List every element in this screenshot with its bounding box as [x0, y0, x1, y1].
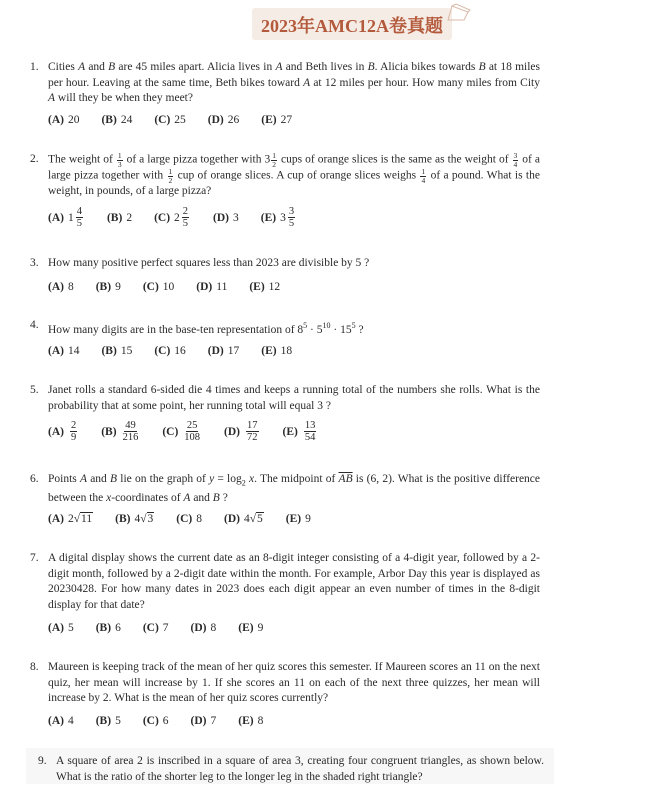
answer-choices	[48, 715, 285, 727]
choice-d: (D) 8	[190, 622, 217, 634]
choice-d: (D) 7	[190, 715, 217, 727]
choice-d: (D) 26	[207, 114, 240, 126]
choice-c: (C) 10	[142, 281, 175, 293]
choice-d: (D) 11	[196, 281, 228, 293]
question-2	[30, 152, 540, 200]
choice-b: (B) 2	[106, 211, 133, 224]
choice-a: (A) 2 √ 11	[48, 512, 93, 525]
answer-choices	[48, 114, 314, 126]
choice-e: (E) $\frac{13}{54}$	[282, 420, 316, 443]
question-text: A square of area 2 is inscribed in a square of area 3, creating four congruent triangles, as shown below. What is the ratio of the shorter leg to the longer leg in the shaded right triangle?	[56, 755, 544, 783]
choice-c: (C) $\frac{25}{108}$	[162, 420, 201, 443]
choice-a: (A) 1 $\frac{4}{5}$	[48, 206, 82, 229]
choice-e: (E) 8	[238, 715, 264, 727]
pencil-decoration-icon	[446, 2, 472, 22]
choice-b: (B) 6	[95, 622, 121, 634]
choice-a: (A) 20	[48, 114, 80, 126]
question-7	[30, 551, 540, 613]
answer-choices	[48, 420, 340, 443]
question-number: 2.	[30, 153, 39, 165]
choice-a: (A) 14	[48, 345, 80, 357]
answer-choices	[48, 345, 314, 357]
choice-d: (D) 17	[207, 345, 240, 357]
question-text: The weight of $\frac{1}{3}$ of a large pizza together with 3 $\frac{1}{2}$ cups of orange slices is the same as the weight of $\frac{3}{4}$ of a large pizza together with $\frac{1}{2}$ cup of orange slices. A cup of orange slices weighs $\frac{1}{4}$ of a pound. What is the weight, in pounds, of a large pizza?	[48, 151, 541, 198]
question-number: 3.	[30, 257, 39, 269]
choice-c: (C) 16	[154, 345, 186, 357]
question-text: How many positive perfect squares less than 2023 are divisible by 5 ?	[48, 257, 370, 269]
answer-choices	[48, 281, 302, 293]
sqrt-symbol: √	[249, 512, 257, 525]
question-number: 1.	[30, 61, 39, 73]
choice-e: (E) 3 $\frac{3}{5}$	[260, 206, 295, 229]
choice-e: (E) 12	[249, 281, 281, 293]
question-4	[30, 318, 540, 338]
answer-choices	[48, 622, 285, 634]
choice-c: (C) 7	[142, 622, 169, 634]
choice-c: (C) 6	[142, 715, 169, 727]
choice-d: (D) $\frac{17}{72}$	[224, 420, 258, 443]
sqrt-symbol: √	[140, 512, 147, 525]
choice-a: (A) 8	[48, 281, 74, 293]
question-5	[30, 383, 540, 414]
question-6	[30, 472, 540, 506]
question-number: 6.	[30, 473, 39, 485]
choice-e: (E) 27	[261, 114, 293, 126]
page-header	[252, 2, 468, 42]
answer-choices	[48, 206, 319, 229]
choice-e: (E) 18	[261, 345, 293, 357]
question-number: 4.	[30, 319, 39, 331]
choice-b: (B) 4 √ 3	[115, 512, 154, 525]
question-9	[38, 754, 544, 785]
answer-choices	[48, 512, 333, 525]
choice-a: (A) 4	[48, 715, 74, 727]
choice-c: (C) 25	[154, 114, 186, 126]
choice-b: (B) $\frac{49}{216}$	[101, 420, 139, 443]
choice-b: (B) 24	[101, 114, 133, 126]
choice-a: (A) 5	[48, 622, 74, 634]
choice-c: (C) 8	[176, 512, 202, 525]
question-1	[30, 60, 540, 107]
choice-b: (B) 9	[95, 281, 121, 293]
question-8	[30, 660, 540, 707]
question-number: 7.	[30, 552, 39, 564]
question-3	[30, 256, 540, 272]
question-text: Maureen is keeping track of the mean of her quiz scores this semester. If Maureen scores an 11 on the next quiz, her mean will increase by 1. If she scores an 11 on each of the next three quizzes, her mean will increase by 2. What is the mean of her quiz scores currently?	[48, 661, 540, 705]
choice-e: (E) 9	[238, 622, 264, 634]
choice-a: (A) $\frac{2}{9}$	[48, 420, 77, 443]
question-number: 5.	[30, 384, 39, 396]
choice-b: (B) 5	[95, 715, 121, 727]
question-text: Janet rolls a standard 6-sided die 4 times and keeps a running total of the numbers she rolls. What is the probability that at some point, her running total will equal 3 ?	[48, 384, 540, 412]
choice-e: (E) 9	[285, 512, 311, 525]
choice-d: (D) 3	[213, 211, 239, 224]
question-number: 9.	[38, 755, 47, 767]
choice-c: (C) 2 $\frac{2}{5}$	[154, 206, 189, 229]
page-title: 2023年AMC12A卷真题	[261, 16, 443, 36]
question-number: 8.	[30, 661, 39, 673]
choice-b: (B) 15	[101, 345, 133, 357]
question-text: A digital display shows the current date as an 8-digit integer consisting of a 4-digit year, followed by a 2-digit month, followed by a 2-digit date within the month. For example, Arbor Day this year is displayed as 20230428. For how many dates in 2023 does each digit appear an even number of times in the 8-digit display for that date?	[48, 552, 540, 611]
question-text: Cities A and B are 45 miles apart. Alicia lives in A and Beth lives in B. Alicia bikes towards B at 18 miles per hour. Leaving at the same time, Beth bikes toward A at 12 miles per hour. How many miles from City A will they be when they meet?	[48, 61, 540, 105]
question-text: Points A and B lie on the graph of $y = \log_2 x$. The midpoint of $\overline{AB}$ is (6, 2). What is the positive difference between the x-coordinates of A and B ?	[48, 473, 541, 504]
choice-d: (D) 4 √ 5	[223, 512, 263, 525]
question-text: How many digits are in the base-ten representation of $8^5 \cdot 5^{10} \cdot 15^5$ ?	[48, 321, 364, 336]
sqrt-symbol: √	[73, 512, 81, 525]
